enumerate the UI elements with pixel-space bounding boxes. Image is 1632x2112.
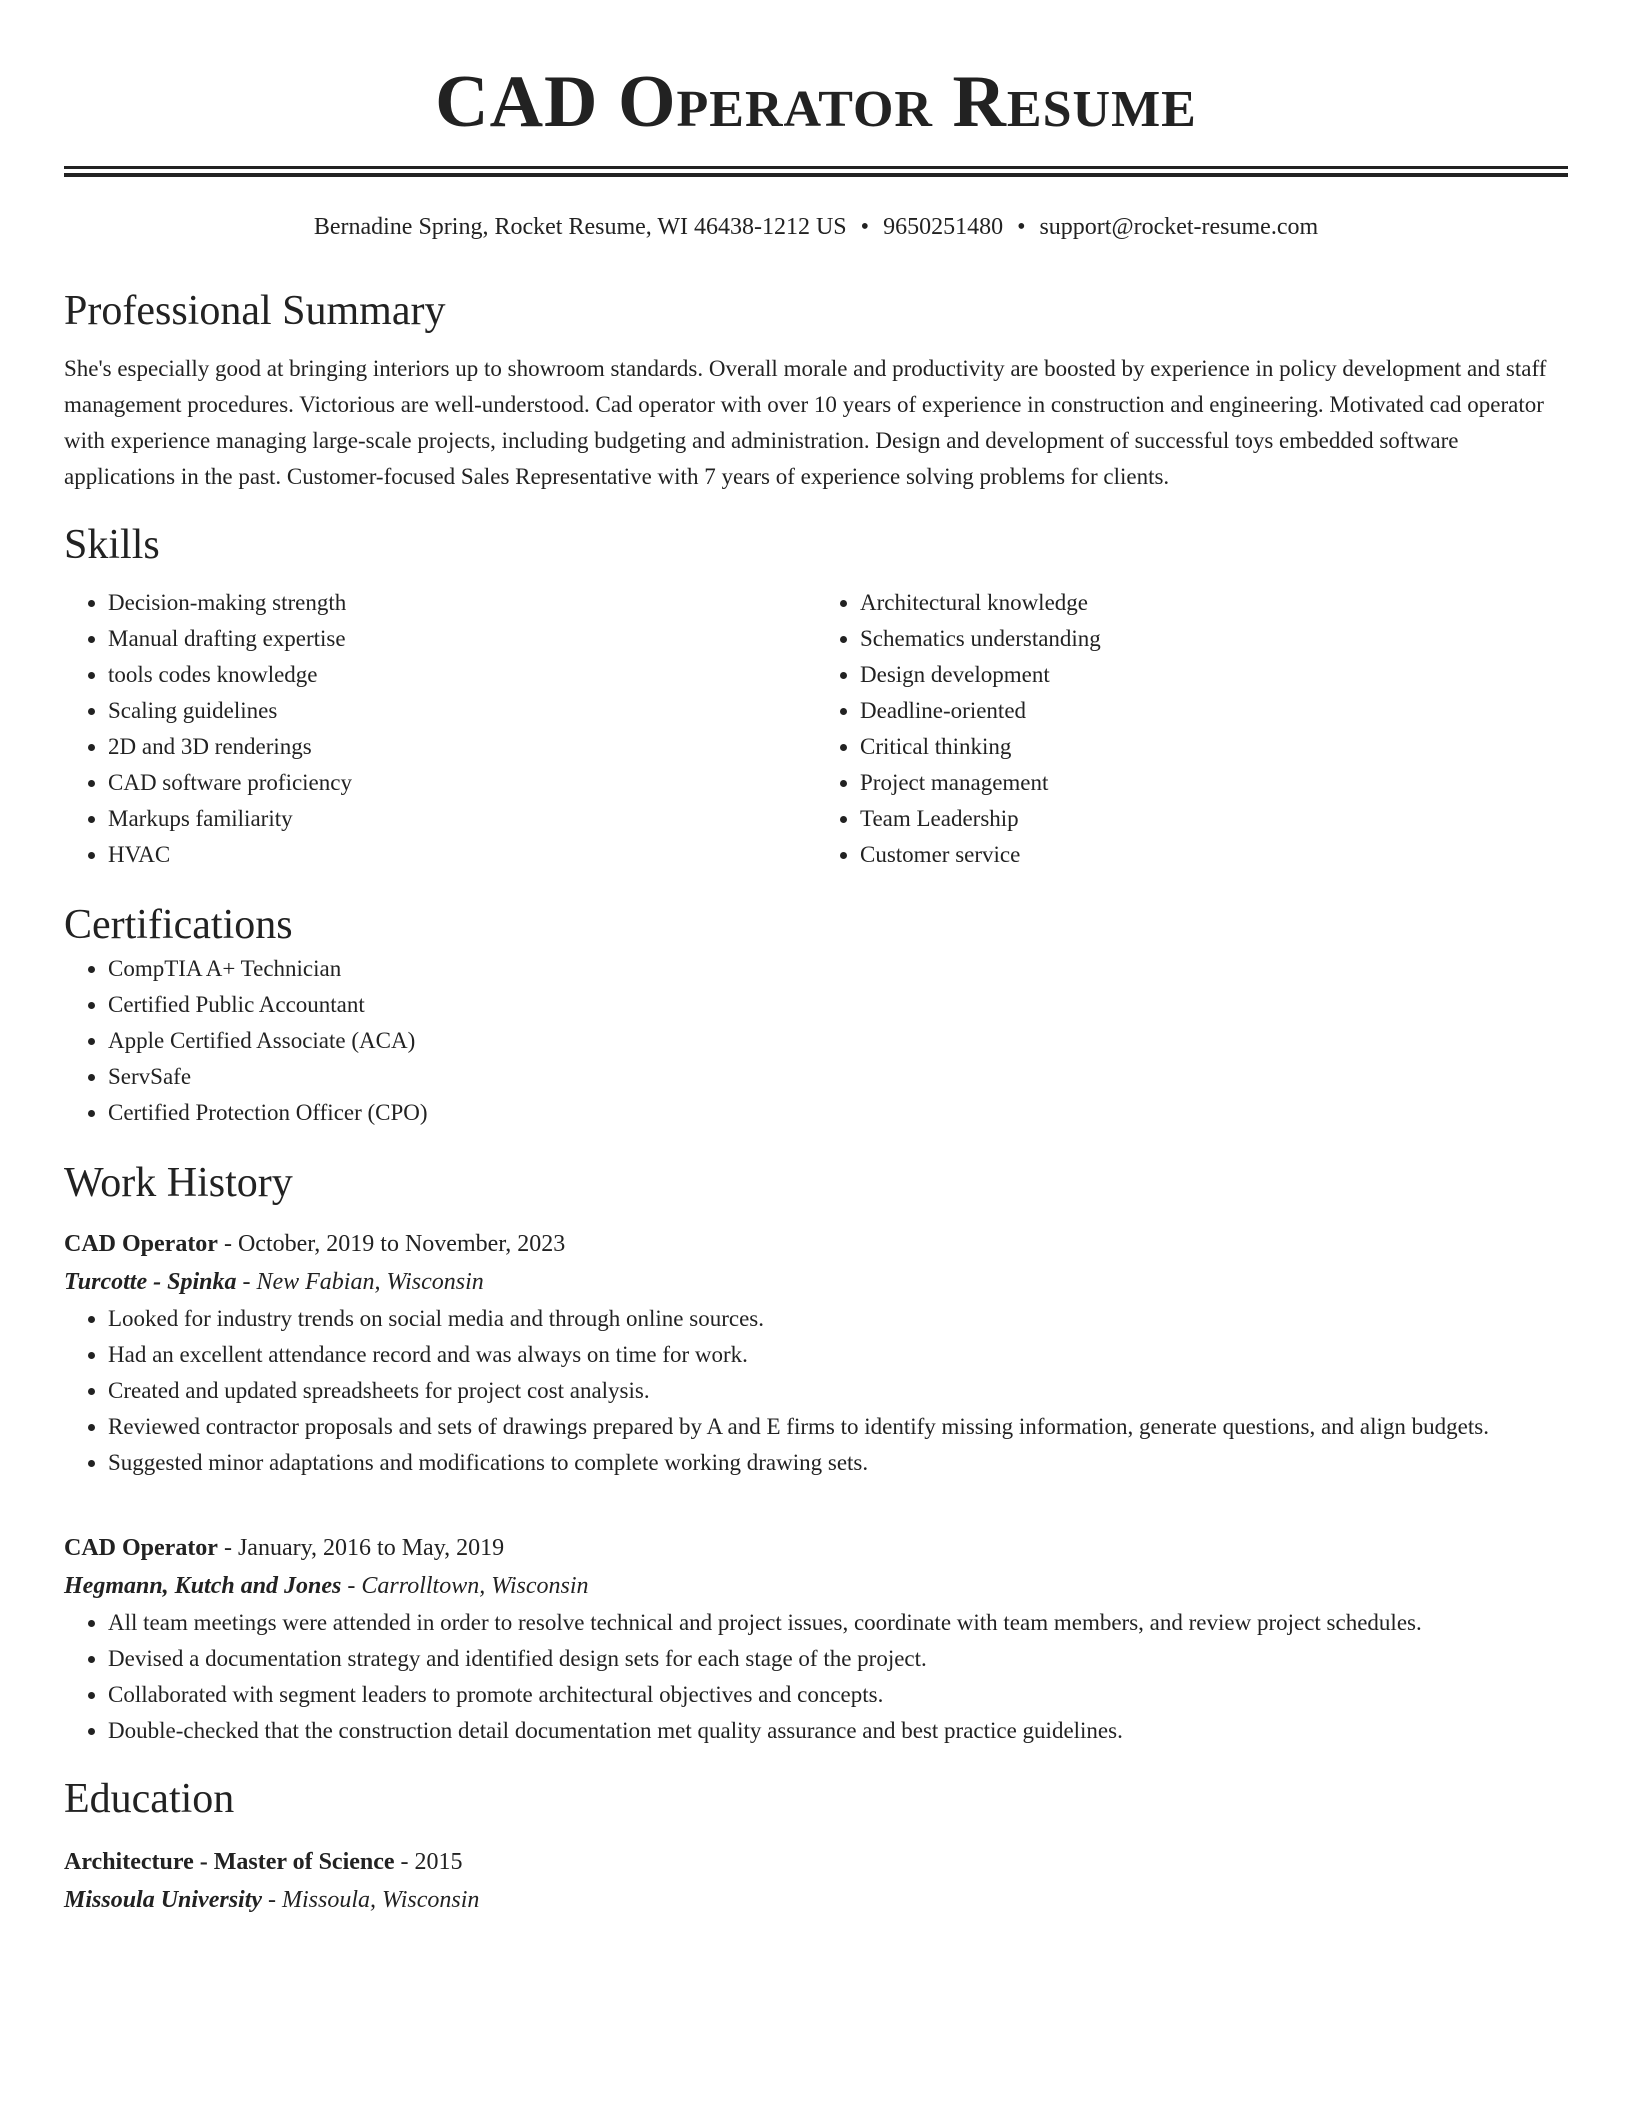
job-bullet: • Collaborated with segment leaders to promote architectural objectives and concepts. — [108, 1677, 1568, 1713]
job-bullets — [64, 1605, 1568, 1749]
job-bullet: • All team meetings were attended in order to resolve technical and project issues, coordinate with team members, and review project schedules. — [108, 1605, 1568, 1641]
contact-address: Bernadine Spring, Rocket Resume, WI 46438-1212 US — [313, 214, 847, 240]
summary-text: She's especially good at bringing interiors up to showroom standards. Overall morale and productivity are boosted by experience in policy development and staff management procedures. Victorious are well-understood. Cad operator with over 10 years of experience in construction and engineering. Motivated cad operator with experience managing large-scale projects, including budgeting and administration. Design and development of successful toys embedded software applications in the past. Customer-focused Sales Representative with 7 years of experience solving problems for clients. — [64, 356, 1547, 489]
skill-item: • Design development — [860, 657, 1568, 693]
skills-column-left — [64, 585, 816, 873]
certifications-list — [64, 951, 1568, 1131]
skill-item: • CAD software proficiency — [108, 765, 816, 801]
job-bullets — [64, 1301, 1568, 1481]
skill-item: • Markups familiarity — [108, 801, 816, 837]
skills-list-right — [816, 585, 1568, 873]
job-bullet: • Had an excellent attendance record and was always on time for work. — [108, 1337, 1568, 1373]
contact-separator: • — [1017, 214, 1026, 240]
skills-column-right — [816, 585, 1568, 873]
skill-item: • Deadline-oriented — [860, 693, 1568, 729]
certifications-heading: Certifications — [64, 902, 293, 948]
education-heading: Education — [64, 1776, 235, 1822]
skill-item: • Schematics understanding — [860, 621, 1568, 657]
skill-item: • Decision-making strength — [108, 585, 816, 621]
skill-item: • Customer service — [860, 837, 1568, 873]
job-dates: - October, 2019 to November, 2023 — [217, 1231, 566, 1257]
employer-location: - Carrolltown, Wisconsin — [341, 1573, 589, 1599]
education-entry — [64, 1843, 1568, 1919]
skill-item: • Team Leadership — [860, 801, 1568, 837]
skill-item: • Scaling guidelines — [108, 693, 816, 729]
employer-line — [64, 1567, 1568, 1605]
skills-grid — [64, 585, 1568, 873]
skill-item: • Project management — [860, 765, 1568, 801]
employer-name: Turcotte - Spinka — [64, 1269, 237, 1295]
contact-phone: 9650251480 — [883, 214, 1004, 240]
contact-line — [64, 211, 1568, 243]
certification-item: • ServSafe — [108, 1059, 1568, 1095]
skill-item: • Manual drafting expertise — [108, 621, 816, 657]
employer-line — [64, 1263, 1568, 1301]
skills-heading: Skills — [64, 522, 160, 568]
job-title-line — [64, 1225, 1568, 1263]
certification-item: • CompTIA A+ Technician — [108, 951, 1568, 987]
school-location: - Missoula, Wisconsin — [262, 1887, 480, 1913]
school-name: Missoula University — [64, 1887, 263, 1913]
job-bullet: • Devised a documentation strategy and identified design sets for each stage of the project. — [108, 1641, 1568, 1677]
job-title: CAD Operator — [64, 1535, 218, 1561]
skill-item: • 2D and 3D renderings — [108, 729, 816, 765]
degree-line — [64, 1843, 1568, 1881]
job-dates: - January, 2016 to May, 2019 — [217, 1535, 505, 1561]
certification-item: • Certified Protection Officer (CPO) — [108, 1095, 1568, 1131]
job-bullet: • Created and updated spreadsheets for project cost analysis. — [108, 1373, 1568, 1409]
title-divider — [64, 166, 1568, 177]
page-title: CAD Operator Resume — [435, 61, 1197, 143]
job-bullet: • Suggested minor adaptations and modifications to complete working drawing sets. — [108, 1445, 1568, 1481]
contact-separator: • — [860, 214, 870, 240]
job-title-line — [64, 1529, 1568, 1567]
job-bullet: • Reviewed contractor proposals and sets of drawings prepared by A and E firms to identify missing information, generate questions, and align budgets. — [108, 1409, 1568, 1445]
contact-email: support@rocket-resume.com — [1039, 214, 1319, 240]
school-line — [64, 1881, 1568, 1919]
skills-list-left — [64, 585, 816, 873]
summary-heading: Professional Summary — [64, 288, 446, 334]
skill-item: • HVAC — [108, 837, 816, 873]
skill-item: • tools codes knowledge — [108, 657, 816, 693]
job-bullet: • Looked for industry trends on social media and through online sources. — [108, 1301, 1568, 1337]
job-entry — [64, 1529, 1568, 1749]
skill-item: • Architectural knowledge — [860, 585, 1568, 621]
employer-location: - New Fabian, Wisconsin — [236, 1269, 484, 1295]
skill-item: • Critical thinking — [860, 729, 1568, 765]
graduation-year: - 2015 — [394, 1849, 463, 1875]
degree: Architecture - Master of Science — [64, 1849, 395, 1875]
work-history-heading: Work History — [64, 1160, 293, 1206]
job-title: CAD Operator — [64, 1231, 218, 1257]
employer-name: Hegmann, Kutch and Jones — [64, 1573, 342, 1599]
job-entry — [64, 1225, 1568, 1481]
certification-item: • Certified Public Accountant — [108, 987, 1568, 1023]
certification-item: • Apple Certified Associate (ACA) — [108, 1023, 1568, 1059]
job-bullet: • Double-checked that the construction detail documentation met quality assurance and best practice guidelines. — [108, 1713, 1568, 1749]
